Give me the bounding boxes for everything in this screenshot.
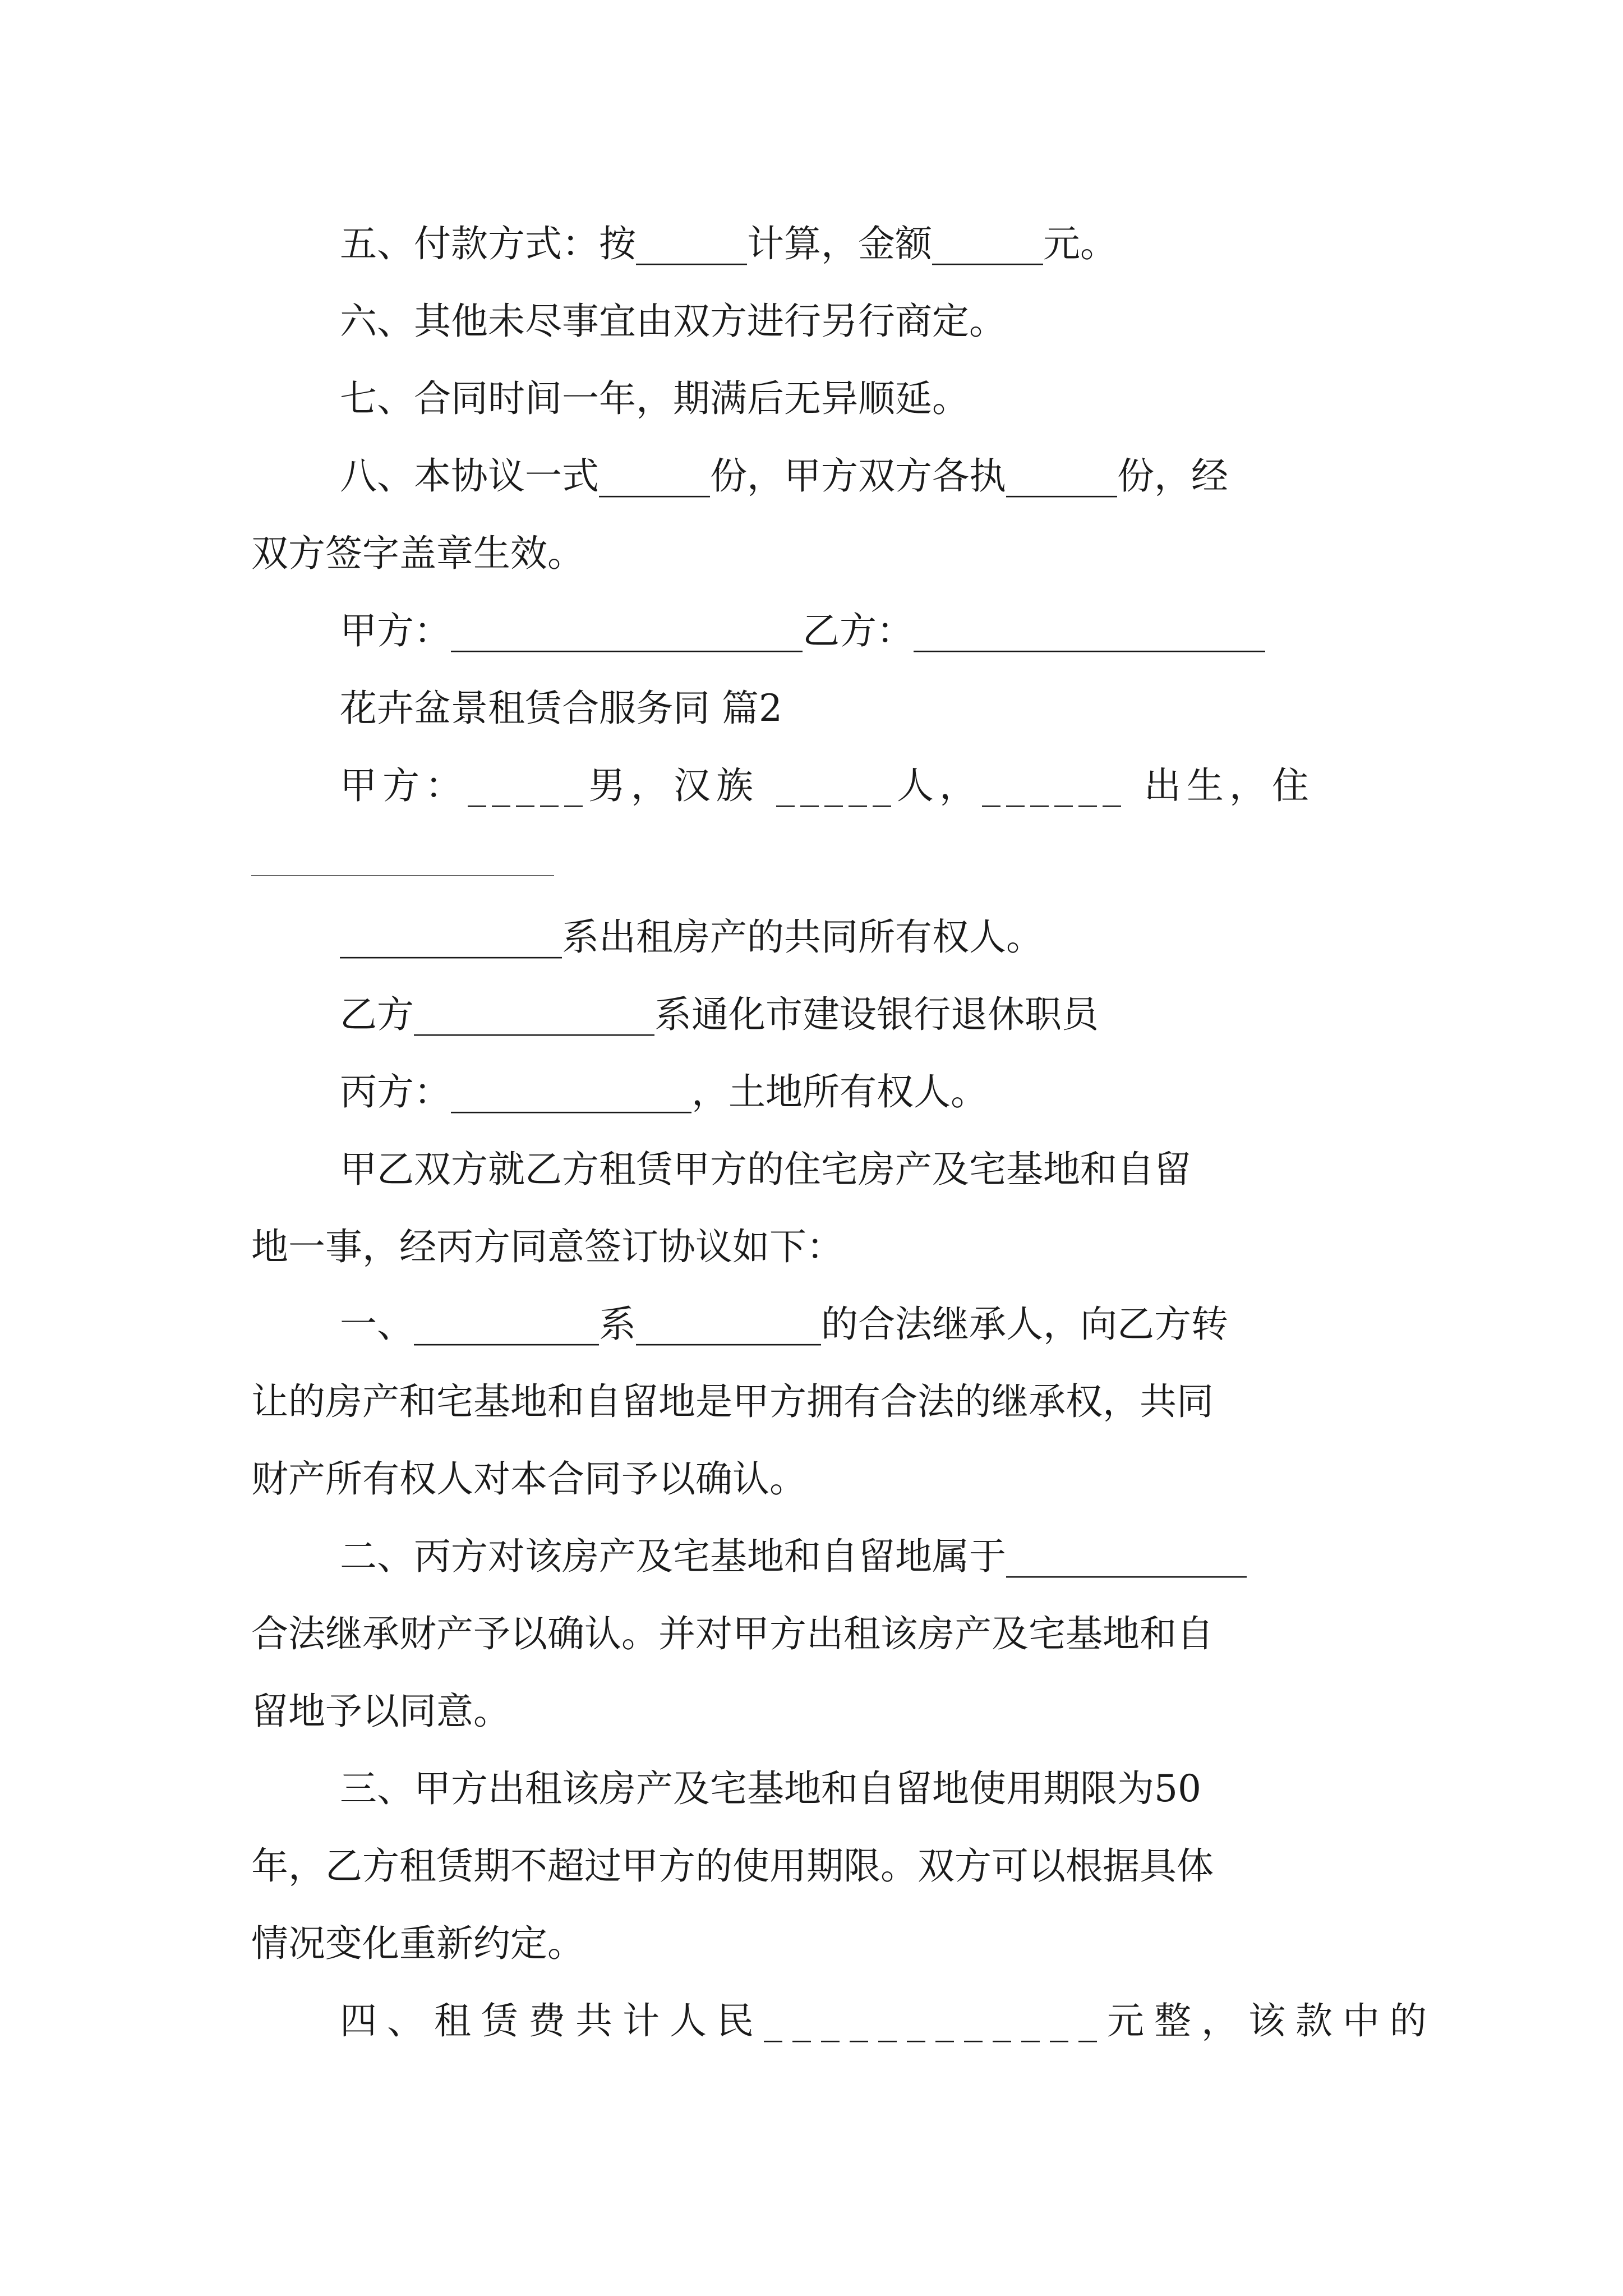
clause-six-other-matters: 六、其他未尽事宜由双方进行另行商定。 (340, 300, 1006, 343)
agreement-intro-continuation: 地一事，经丙方同意签订协议如下： (251, 1225, 843, 1268)
party-a-ownership: ____________系出租房产的共同所有权人。 (340, 915, 1043, 959)
clause-three-continuation-1: 年，乙方租赁期不超过甲方的使用期限。双方可以根据具体 (251, 1844, 1214, 1888)
clause-eight-copies: 八、本协议一式______份，甲方双方各执______份，经 (340, 454, 1228, 498)
clause-four: 四、租赁费共计人民____________元整，该款中的 (340, 1999, 1437, 2042)
clause-two-continuation-2: 留地予以同意。 (251, 1690, 510, 1733)
clause-seven-term: 七、合同时间一年，期满后无异顺延。 (340, 377, 969, 420)
clause-three: 三、甲方出租该房产及宅基地和自留地使用期限为50 (340, 1767, 1201, 1810)
signature-line: 甲方：___________________乙方：___________________ (340, 609, 1265, 652)
clause-eight-continuation: 双方签字盖章生效。 (251, 532, 584, 575)
clause-one-continuation-1: 让的房产和宅基地和自留地是甲方拥有合法的继承权，共同 (251, 1380, 1214, 1423)
section-heading: 花卉盆景租赁合服务同 篇2 (340, 687, 782, 730)
party-a-info: 甲方：_____男，汉族 _____人，______ 出生，住 (340, 764, 1315, 807)
clause-one: 一、__________系__________的合法继承人，向乙方转 (340, 1303, 1228, 1346)
party-b-info: 乙方_____________系通化市建设银行退休职员 (340, 993, 1099, 1036)
clause-two-continuation-1: 合法继承财产予以确认。并对甲方出租该房产及宅基地和自 (251, 1612, 1214, 1655)
party-c-info: 丙方：_____________，土地所有权人。 (340, 1070, 988, 1114)
agreement-intro: 甲乙双方就乙方租赁甲方的住宅房产及宅基地和自留 (340, 1148, 1191, 1191)
clause-one-continuation-2: 财产所有权人对本合同予以确认。 (251, 1457, 806, 1501)
clause-two: 二、丙方对该房产及宅基地和自留地属于_____________ (340, 1535, 1247, 1578)
clause-five-payment: 五、付款方式：按______计算，金额______元。 (340, 222, 1117, 265)
address-blank-underline (251, 875, 554, 876)
clause-three-continuation-2: 情况变化重新约定。 (251, 1922, 584, 1965)
